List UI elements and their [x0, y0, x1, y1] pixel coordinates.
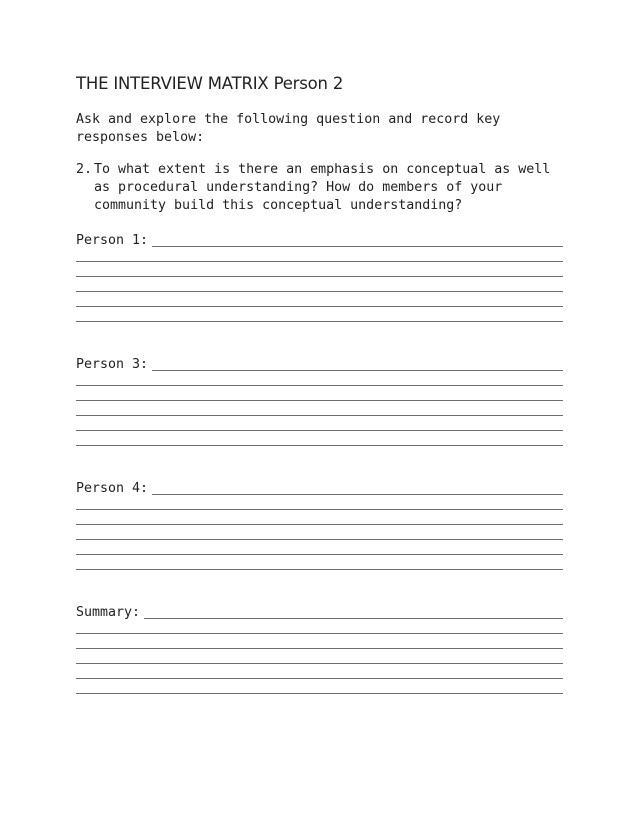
page-title: THE INTERVIEW MATRIX Person 2 — [76, 74, 344, 93]
question-text: To what extent is there an emphasis on conceptual as well as procedural understanding? How do members of your community build this conceptual understanding? — [94, 162, 551, 213]
person-1-label: Person 1: — [76, 232, 152, 250]
writing-line — [76, 445, 563, 446]
person-3-label: Person 3: — [76, 356, 152, 374]
writing-line — [76, 385, 563, 386]
writing-line — [76, 400, 563, 401]
person-4-label: Person 4: — [76, 480, 152, 498]
writing-line — [76, 306, 563, 307]
writing-line — [76, 663, 563, 664]
writing-line — [76, 569, 563, 570]
writing-line — [76, 415, 563, 416]
writing-line — [76, 524, 563, 525]
writing-line — [76, 554, 563, 555]
writing-line — [76, 693, 563, 694]
instructions: Ask and explore the following question and record key responses below: — [76, 112, 501, 145]
writing-line — [76, 276, 563, 277]
summary-label: Summary: — [76, 604, 144, 622]
writing-line — [76, 618, 563, 619]
question-number: 2. — [76, 162, 93, 177]
writing-line — [76, 430, 563, 431]
writing-line — [76, 633, 563, 634]
writing-line — [76, 648, 563, 649]
writing-line — [76, 509, 563, 510]
writing-line — [76, 539, 563, 540]
writing-line — [76, 291, 563, 292]
writing-line — [76, 321, 563, 322]
writing-line — [76, 678, 563, 679]
writing-line — [76, 261, 563, 262]
